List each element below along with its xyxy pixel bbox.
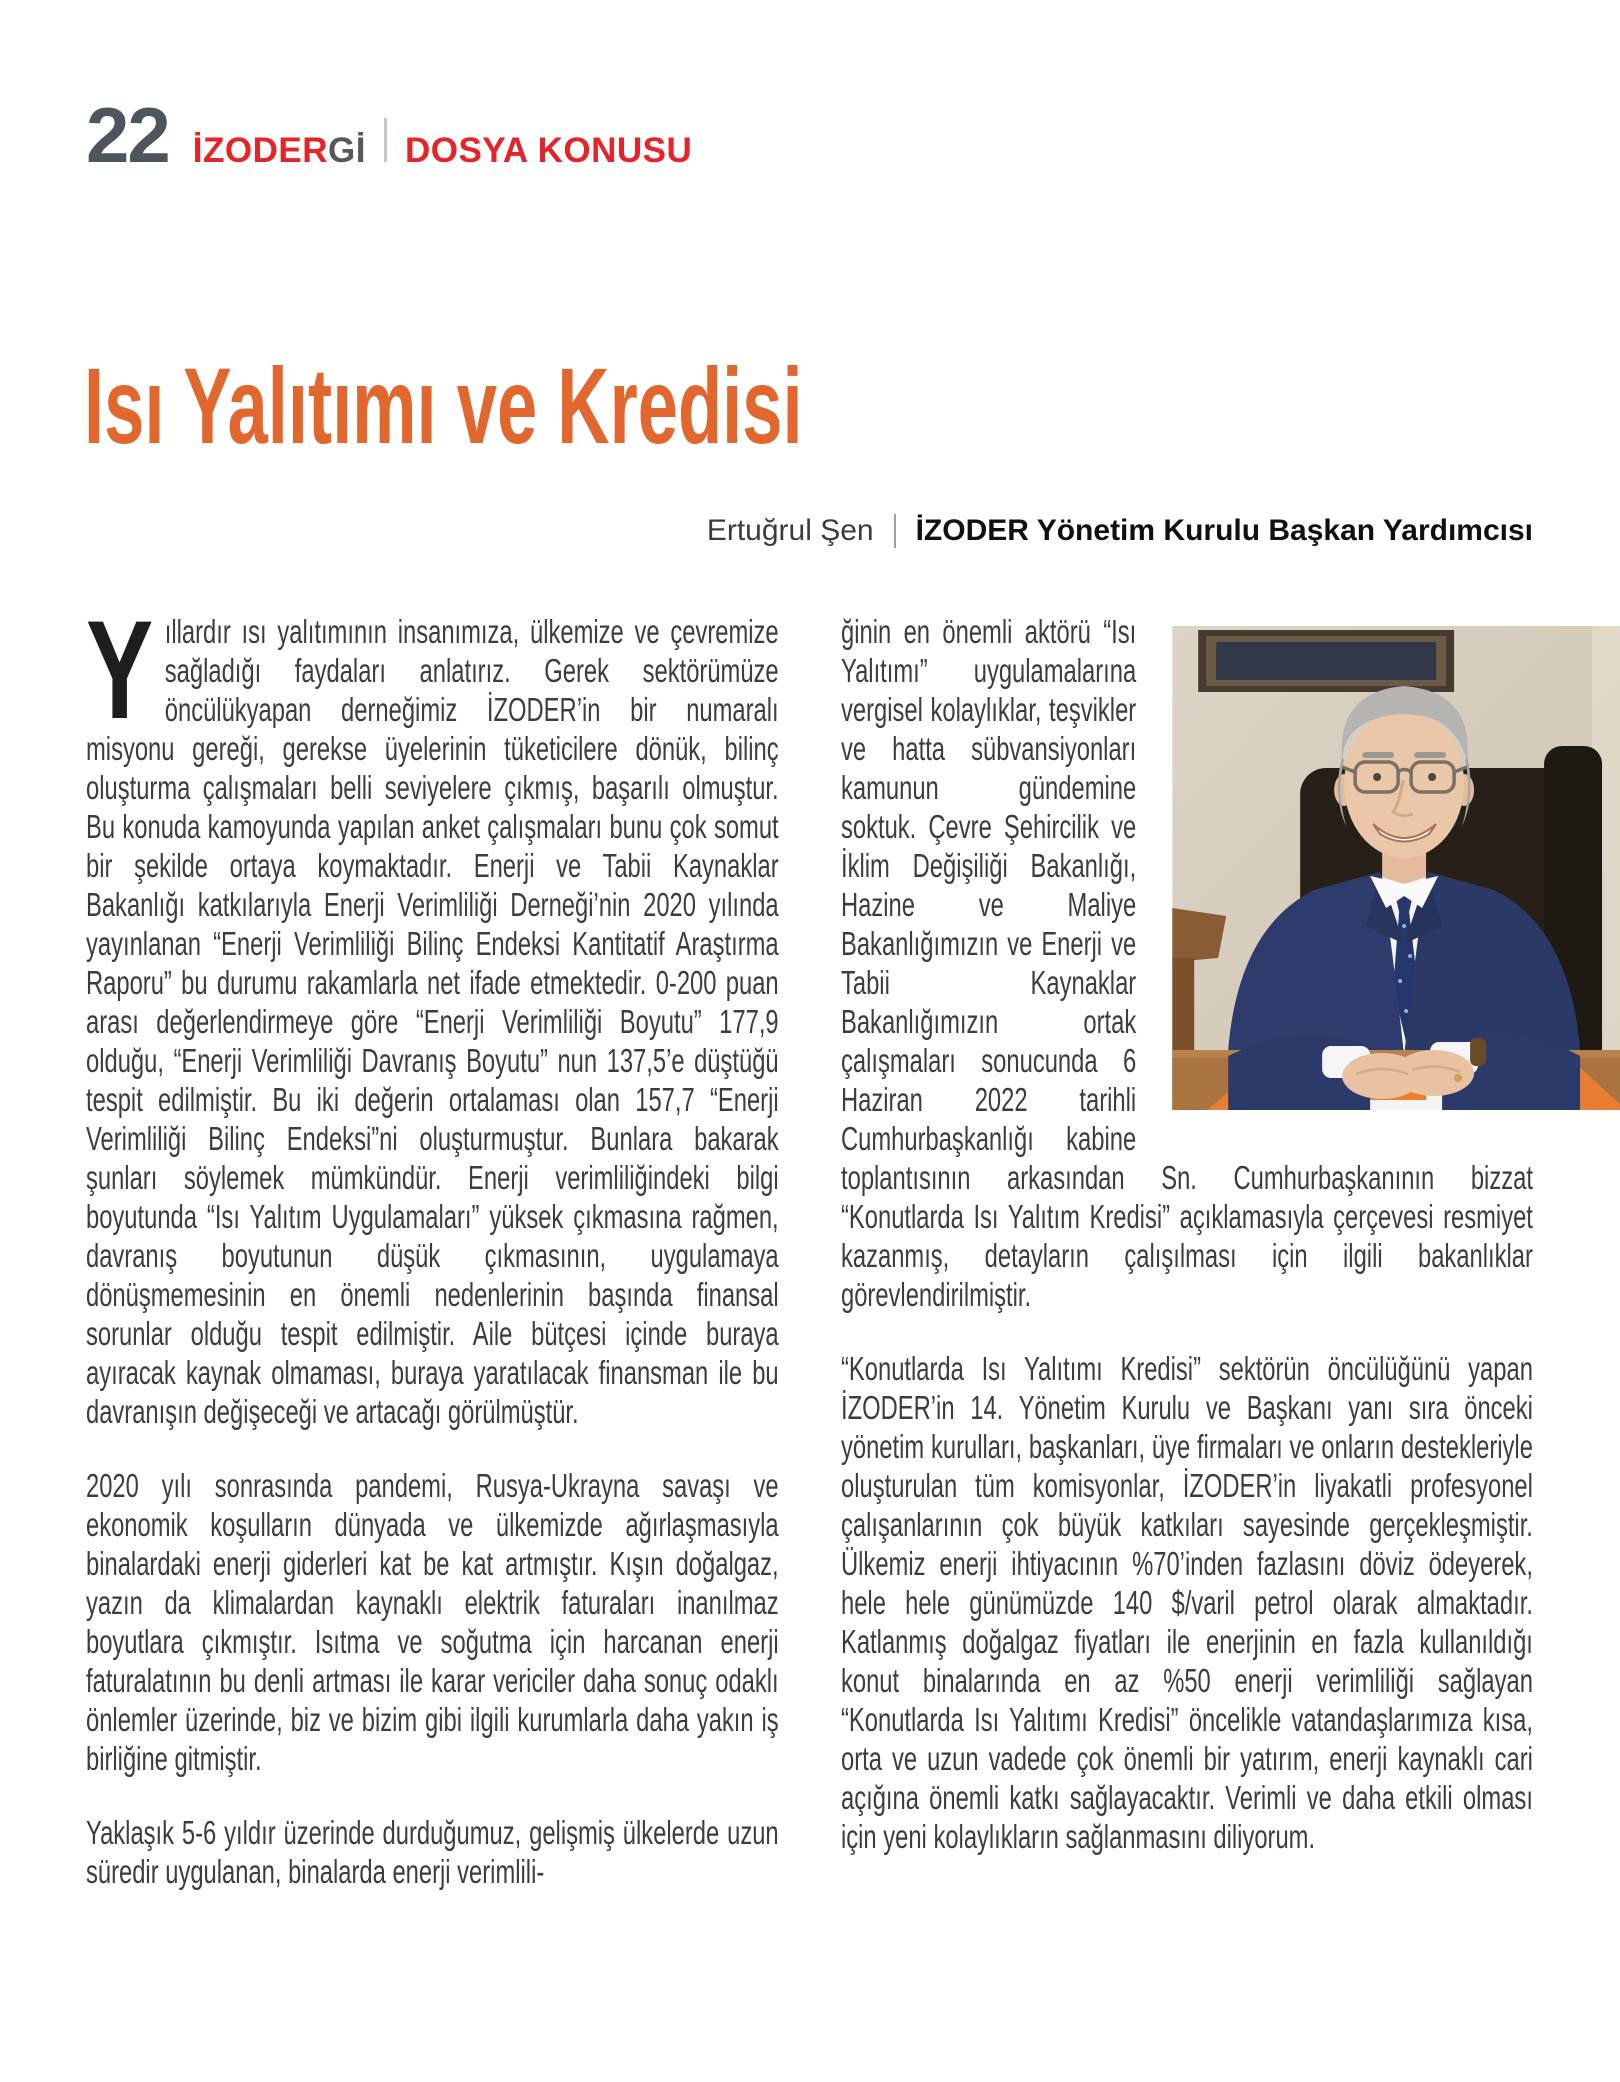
right-column [841,612,1533,1856]
paragraph-text: ıllardır ısı yalıtımının insanımıza, ülkemize ve çevremize sağladığı faydaları anlatırız. Gerek sektörümüze öncülükyapan derneğimiz İZODER’in bir numaralı misyonu gereği, gerekse üyelerinin tüketicilere dönük, bilinç oluşturma çalışmaları belli seviyelere çıkmış, başarılı olmuştur. Bu konuda kamoyunda yapılan anket çalışmaları bunu çok somut bir şekilde ortaya koymaktadır. Enerji ve Tabii Kaynaklar Bakanlığı katkılarıyla Enerji Verimliliği Derneği’nin 2020 yılında yayınlanan “Enerji Verimliliği Bilinç Endeksi Kantitatif Araştırma Raporu” bu durumu rakamlarla net ifade etmektedir. 0-200 puan arası değerlendirmeye göre “Enerji Verimliliği Boyutu” 177,9 olduğu, “Enerji Verimliliği Davranış Boyutu” nun 137,5’e düştüğü tespit edilmiştir. Bu iki değerin ortalaması olan 157,7 “Enerji Verimliliği Bilinç Endeksi”ni oluşturmuştur. Bunlara bakarak şunları söylemek mümkündür. Enerji verimliliğindeki bilgi boyutunda “Isı Yalıtım Uygulamaları” yüksek çıkmasına rağmen, davranış boyutunun düşük çıkmasının, uygulamaya dönüşmemesinin en önemli nedenlerinin başında finansal sorunlar olduğu tespit edilmiştir. Aile bütçesi içinde buraya ayıracak kaynak olmaması, buraya yaratılacak finansman ile bu davranışın değişeceği ve artacağı görülmüştür. [86,613,779,1430]
header-divider [384,118,387,162]
paragraph: “Konutlarda Isı Yalıtımı Kredisi” sektörün öncülüğünü yapan İZODER’in 14. Yönetim Kurulu ve Başkanı yanı sıra önceki yönetim kurulları, başkanları, üye firmaları ve onların destekleriyle oluşturulan tüm komisyonlar, İZODER’in liyakatli profesyonel çalışanlarının çok büyük katkıları sayesinde gerçekleşmiştir. Ülkemiz enerji ihtiyacının %70’inden fazlasını döviz ödeyerek, hele hele günümüzde 140 $/varil petrol olarak almaktadır. Katlanmış doğalgaz fiyatları ile enerjinin en fazla kullanıldığı konut binalarında en az %50 enerji verimliliği sağlayan “Konutlarda Isı Yalıtımı Kredisi” öncelikle vatandaşlarımıza kısa, orta ve uzun vadede çok önemli bir yatırım, enerji kaynaklı cari açığına önemli katkı sağlayacaktır. Verimli ve daha etkili olması için yeni kolaylıkların sağlanmasını diliyorum. [841,1350,1533,1855]
magazine-logo-gray: Gİ [328,131,366,170]
paragraph-dropcap [86,591,779,1431]
section-label: DOSYA KONUSU [404,131,693,170]
page-header [86,91,693,179]
author-role: İZODER Yönetim Kurulu Başkan Yardımcısı [915,514,1533,547]
author-name: Ertuğrul Şen [706,514,874,547]
magazine-logo [193,131,366,171]
byline [707,514,1533,548]
left-column [86,591,779,1891]
byline-divider [894,514,896,548]
page-number: 22 [86,91,169,179]
article-title: Isı Yalıtımı ve Kredisi [84,345,803,466]
picture-frame [1198,630,1454,692]
portrait-photo-illustration [1172,626,1620,1110]
paragraph: Yaklaşık 5-6 yıldır üzerinde durduğumuz, gelişmiş ülkelerde uzun süredir uygulanan, binalarda enerji verimlili- [86,1814,779,1890]
portrait-photo [1172,626,1620,1110]
paragraph: ğinin en önemli aktörü “Isı Yalıtımı” uygulamalarına vergisel kolaylıklar, teşvikler ve hatta sübvansiyonları kamunun gündemine soktuk. Çevre Şehircilik ve İklim Değişiliği Bakanlığı, Hazine ve Maliye Bakanlığımızın ve Enerji ve Tabii Kaynaklar Bakanlığımızın ortak çalışmaları sonucunda 6 Haziran 2022 tarihli Cumhurbaşkanlığı kabine toplantısının arkasından Sn. Cumhurbaşkanının bizzat “Konutlarda Isı Yalıtım Kredisi” açıklamasıyla çerçevesi resmiyet kazanmış, detayların çalışılması için ilgili bakanlıklar görevlendirilmiştir. [841,613,1533,1313]
paragraph: 2020 yılı sonrasında pandemi, Rusya-Ukrayna savaşı ve ekonomik koşulların dünyada ve ülkemizde ağırlaşmasıyla binalardaki enerji giderleri kat be kat artmıştır. Kışın doğalgaz, yazın da klimalardan kaynaklı elektrik faturaları inanılmaz boyutlara çıkmıştır. Isıtma ve soğutma için harcanan enerji faturalatının bu denli artması ile karar vericiler daha sonuç odaklı önlemler üzerinde, biz ve bizim gibi ilgili kurumlarla daha yakın iş birliğine gitmiştir. [86,1467,779,1777]
drop-cap: Y [86,591,154,748]
magazine-logo-red: İZODER [192,131,328,170]
